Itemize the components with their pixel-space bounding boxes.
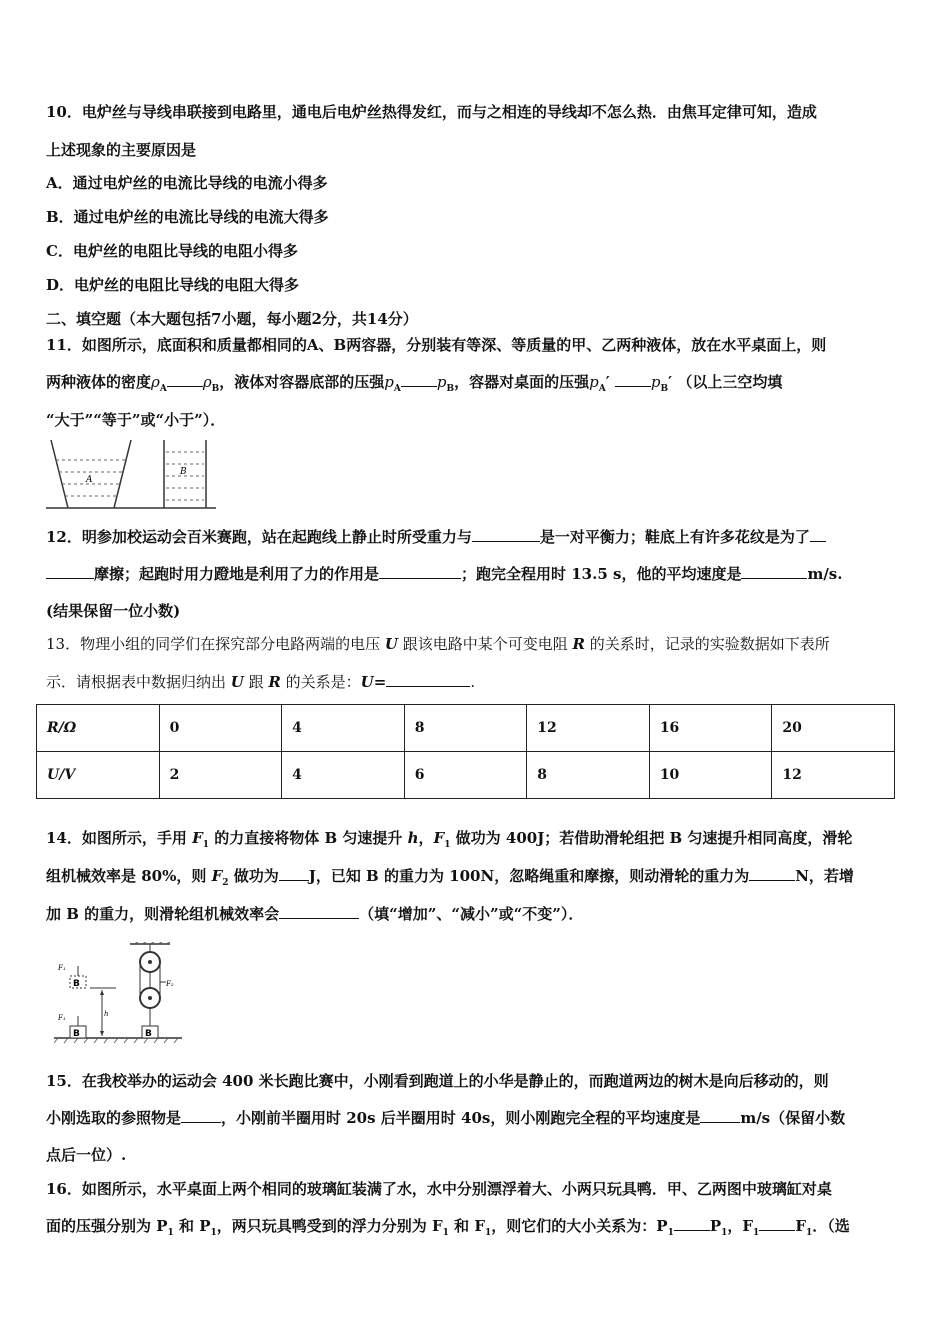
blank[interactable] xyxy=(615,372,651,387)
container-a xyxy=(51,440,131,508)
table-cell: 8 xyxy=(527,752,650,799)
q10-option-d: D．电炉丝的电阻比导线的电阻大得多 xyxy=(46,276,300,294)
q11-line1: 11．如图所示，底面积和质量都相同的A、B两容器，分别装有等深、等质量的甲、乙两种液体，放在水平桌面上，则 xyxy=(46,336,827,354)
q13-line2: 示．请根据表中数据归纳出 U 跟 R 的关系是：U= . xyxy=(46,673,476,691)
block-b-raised-label: B xyxy=(73,979,80,989)
blank[interactable] xyxy=(674,1216,710,1231)
blank[interactable] xyxy=(401,372,437,387)
table-row xyxy=(37,705,895,752)
table-cell: 20 xyxy=(772,705,895,752)
q11-containers-figure xyxy=(46,438,216,510)
table-cell: 10 xyxy=(649,752,772,799)
q10-option-b: B．通过电炉丝的电流比导线的电流大得多 xyxy=(46,208,329,226)
blank[interactable] xyxy=(741,564,807,579)
blank[interactable] xyxy=(46,564,94,579)
q13-line1: 13．物理小组的同学们在探究部分电路两端的电压 U 跟该电路中某个可变电阻 R 的关系时，记录的实验数据如下表所 xyxy=(46,635,830,653)
table-cell: 12 xyxy=(772,752,895,799)
q14-line1: 14．如图所示，手用 $F_1$ 的力直接将物体 B 匀速提升 h，$F_1$ 做功为 400J；若借助滑轮组把 B 匀速提升相同高度，滑轮 xyxy=(46,829,853,850)
q12-line2: 摩擦；起跑时用力蹬地是利用了力的作用是 ；跑完全程用时 13.5 s，他的平均速度是 m/s. xyxy=(46,564,842,584)
q15-line1: 15．在我校举办的运动会 400 米长跑比赛中，小刚看到跑道上的小华是静止的，而跑道两边的树木是向后移动的，则 xyxy=(46,1072,829,1090)
blank[interactable] xyxy=(810,527,826,542)
blank[interactable] xyxy=(279,866,309,881)
table-cell: 6 xyxy=(404,752,527,799)
table-cell: 8 xyxy=(404,705,527,752)
blank[interactable] xyxy=(759,1216,795,1231)
q12-line3: (结果保留一位小数) xyxy=(46,602,181,620)
table-row-header: R/Ω xyxy=(37,705,160,752)
q15-line3: 点后一位）. xyxy=(46,1146,127,1164)
table-cell: 4 xyxy=(282,705,405,752)
height-label: h xyxy=(104,1010,109,1018)
data-table xyxy=(36,704,895,799)
blank[interactable] xyxy=(749,866,795,881)
table-cell: 0 xyxy=(159,705,282,752)
blank[interactable] xyxy=(700,1108,740,1123)
container-b-label: B xyxy=(180,467,187,477)
blank[interactable] xyxy=(167,372,203,387)
q11-line3: “大于”“等于”或“小于”）． xyxy=(46,411,226,429)
table-cell: 16 xyxy=(649,705,772,752)
table-cell: 2 xyxy=(159,752,282,799)
block-b-label: B xyxy=(73,1029,80,1039)
f1-label-top: F₁ xyxy=(58,964,66,972)
table-row xyxy=(37,752,895,799)
section-heading: 二、填空题（本大题包括7小题，每小题2分，共14分） xyxy=(46,310,418,328)
q12-line1: 12．明参加校运动会百米赛跑，站在起跑线上静止时所受重力与 是一对平衡力；鞋底上有许多花纹是为了 xyxy=(46,527,826,547)
container-b xyxy=(164,440,206,508)
q15-line2: 小刚选取的参照物是 ，小刚前半圈用时 20s 后半圈用时 40s，则小刚跑完全程的平均速度是 m/s（保留小数 xyxy=(46,1109,846,1127)
q14-line3: 加 B 的重力，则滑轮组机械效率会 （填“增加”、“减小”或“不变”）． xyxy=(46,905,584,923)
q10-option-a: A．通过电炉丝的电流比导线的电流小得多 xyxy=(46,174,328,192)
q11-line2: 两种液体的密度$\rho_A$ $\rho_B$，液体对容器底部的压强$p_A$ $p_B$，容器对桌面的压强$p_A'$ $p_B'$ （以上三空均填 xyxy=(46,373,783,394)
q16-line2: 面的压强分别为 $P_1$ 和 $P_1$，两只玩具鸭受到的浮力分别为 $F_1$ 和 $F_1$，则它们的大小关系为：$P_1$ $P_1$，$F_1$ $F_1$．（选 xyxy=(46,1217,850,1238)
q10-option-c: C．电炉丝的电阻比导线的电阻小得多 xyxy=(46,242,298,260)
block-b-pulley-label: B xyxy=(145,1029,152,1039)
q10-line1: 10．电炉丝与导线串联接到电路里，通电后电炉丝热得发红，而与之相连的导线却不怎么热．由焦耳定律可知，造成 xyxy=(46,103,817,121)
q10-line2: 上述现象的主要原因是 xyxy=(46,141,197,159)
blank[interactable] xyxy=(181,1108,221,1123)
f1-label-bottom: F₁ xyxy=(58,1014,66,1022)
blank[interactable] xyxy=(386,672,470,687)
f2-label: F₂ xyxy=(166,980,174,988)
container-a-label: A xyxy=(86,475,93,485)
q14-line2: 组机械效率是 80%，则 $F_2$ 做功为 J，已知 B 的重力为 100N，忽略绳重和摩擦，则动滑轮的重力为 N，若增 xyxy=(46,867,854,888)
table-cell: 12 xyxy=(527,705,650,752)
table-row-header: U/V xyxy=(37,752,160,799)
blank[interactable] xyxy=(472,527,540,542)
blank[interactable] xyxy=(379,564,461,579)
q14-pulley-figure xyxy=(54,942,184,1044)
q16-line1: 16．如图所示，水平桌面上两个相同的玻璃缸装满了水，水中分别漂浮着大、小两只玩具鸭．甲、乙两图中玻璃缸对桌 xyxy=(46,1180,832,1198)
table-cell: 4 xyxy=(282,752,405,799)
blank[interactable] xyxy=(279,904,359,919)
